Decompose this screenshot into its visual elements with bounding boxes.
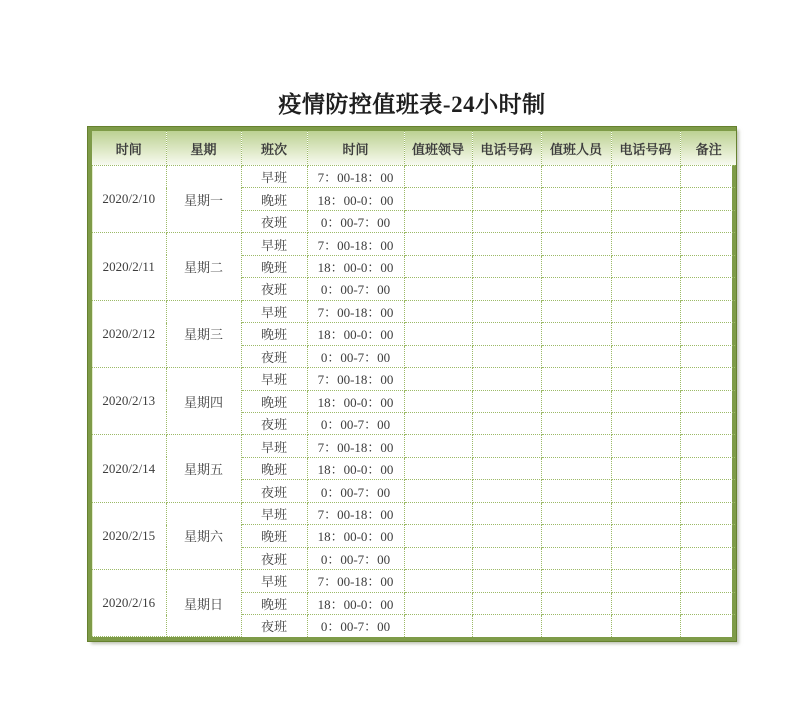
staff-phone-cell xyxy=(611,412,680,434)
duty-leader-cell xyxy=(404,345,472,367)
header-col-weekday: 星期 xyxy=(166,131,241,166)
staff-phone-cell xyxy=(611,457,680,479)
table-row xyxy=(92,502,737,524)
shift-cell: 晚班 xyxy=(241,592,307,614)
leader-phone-cell xyxy=(472,233,541,255)
header-col-note: 备注 xyxy=(680,131,737,166)
time-cell: 7：00-18：00 xyxy=(307,570,404,592)
duty-staff-cell xyxy=(541,435,611,457)
table-row xyxy=(92,300,737,322)
time-cell: 7：00-18：00 xyxy=(307,166,404,188)
leader-phone-cell xyxy=(472,547,541,569)
header-col-duty-leader: 值班领导 xyxy=(404,131,472,166)
duty-staff-cell xyxy=(541,323,611,345)
staff-phone-cell xyxy=(611,278,680,300)
leader-phone-cell xyxy=(472,480,541,502)
time-cell: 7：00-18：00 xyxy=(307,233,404,255)
time-cell: 18：00-0：00 xyxy=(307,390,404,412)
duty-leader-cell xyxy=(404,166,472,188)
duty-staff-cell xyxy=(541,233,611,255)
staff-phone-cell xyxy=(611,368,680,390)
date-cell: 2020/2/13 xyxy=(92,368,166,435)
staff-phone-cell xyxy=(611,502,680,524)
note-cell xyxy=(680,570,737,592)
leader-phone-cell xyxy=(472,345,541,367)
weekday-cell: 星期三 xyxy=(166,300,241,367)
shift-cell: 晚班 xyxy=(241,323,307,345)
staff-phone-cell xyxy=(611,233,680,255)
leader-phone-cell xyxy=(472,210,541,232)
leader-phone-cell xyxy=(472,166,541,188)
date-cell: 2020/2/12 xyxy=(92,300,166,367)
time-cell: 0：00-7：00 xyxy=(307,615,404,637)
time-cell: 0：00-7：00 xyxy=(307,210,404,232)
weekday-cell: 星期五 xyxy=(166,435,241,502)
table-row xyxy=(92,570,737,592)
page-title: 疫情防控值班表-24小时制 xyxy=(278,92,546,117)
shift-cell: 夜班 xyxy=(241,210,307,232)
duty-leader-cell xyxy=(404,368,472,390)
time-cell: 18：00-0：00 xyxy=(307,457,404,479)
leader-phone-cell xyxy=(472,278,541,300)
duty-staff-cell xyxy=(541,278,611,300)
time-cell: 0：00-7：00 xyxy=(307,278,404,300)
staff-phone-cell xyxy=(611,547,680,569)
leader-phone-cell xyxy=(472,457,541,479)
header-col-leader-phone: 电话号码 xyxy=(472,131,541,166)
duty-staff-cell xyxy=(541,502,611,524)
duty-leader-cell xyxy=(404,525,472,547)
duty-staff-cell xyxy=(541,615,611,637)
duty-leader-cell xyxy=(404,592,472,614)
note-cell xyxy=(680,525,737,547)
staff-phone-cell xyxy=(611,570,680,592)
header-col-shift: 班次 xyxy=(241,131,307,166)
duty-leader-cell xyxy=(404,480,472,502)
duty-staff-cell xyxy=(541,345,611,367)
duty-staff-cell xyxy=(541,300,611,322)
leader-phone-cell xyxy=(472,323,541,345)
shift-cell: 夜班 xyxy=(241,412,307,434)
note-cell xyxy=(680,390,737,412)
table-row xyxy=(92,368,737,390)
shift-cell: 早班 xyxy=(241,570,307,592)
staff-phone-cell xyxy=(611,323,680,345)
time-cell: 0：00-7：00 xyxy=(307,547,404,569)
note-cell xyxy=(680,480,737,502)
shift-cell: 早班 xyxy=(241,166,307,188)
time-cell: 7：00-18：00 xyxy=(307,368,404,390)
time-cell: 0：00-7：00 xyxy=(307,345,404,367)
table-row xyxy=(92,233,737,255)
duty-leader-cell xyxy=(404,255,472,277)
duty-table-frame xyxy=(88,127,736,641)
header-col-staff-phone: 电话号码 xyxy=(611,131,680,166)
time-cell: 7：00-18：00 xyxy=(307,300,404,322)
shift-cell: 夜班 xyxy=(241,615,307,637)
leader-phone-cell xyxy=(472,188,541,210)
shift-cell: 夜班 xyxy=(241,278,307,300)
duty-staff-cell xyxy=(541,390,611,412)
staff-phone-cell xyxy=(611,255,680,277)
duty-leader-cell xyxy=(404,570,472,592)
duty-staff-cell xyxy=(541,166,611,188)
time-cell: 18：00-0：00 xyxy=(307,525,404,547)
date-cell: 2020/2/14 xyxy=(92,435,166,502)
duty-leader-cell xyxy=(404,457,472,479)
staff-phone-cell xyxy=(611,345,680,367)
duty-leader-cell xyxy=(404,502,472,524)
weekday-cell: 星期六 xyxy=(166,502,241,569)
table-body xyxy=(92,166,737,637)
note-cell xyxy=(680,345,737,367)
note-cell xyxy=(680,278,737,300)
leader-phone-cell xyxy=(472,255,541,277)
time-cell: 7：00-18：00 xyxy=(307,502,404,524)
note-cell xyxy=(680,547,737,569)
time-cell: 0：00-7：00 xyxy=(307,480,404,502)
table-row xyxy=(92,166,737,188)
leader-phone-cell xyxy=(472,502,541,524)
leader-phone-cell xyxy=(472,368,541,390)
duty-leader-cell xyxy=(404,390,472,412)
shift-cell: 夜班 xyxy=(241,345,307,367)
leader-phone-cell xyxy=(472,570,541,592)
duty-leader-cell xyxy=(404,188,472,210)
header-col-duty-staff: 值班人员 xyxy=(541,131,611,166)
note-cell xyxy=(680,255,737,277)
time-cell: 18：00-0：00 xyxy=(307,188,404,210)
note-cell xyxy=(680,323,737,345)
duty-staff-cell xyxy=(541,457,611,479)
staff-phone-cell xyxy=(611,525,680,547)
staff-phone-cell xyxy=(611,480,680,502)
time-cell: 18：00-0：00 xyxy=(307,255,404,277)
shift-cell: 早班 xyxy=(241,233,307,255)
staff-phone-cell xyxy=(611,390,680,412)
shift-cell: 早班 xyxy=(241,502,307,524)
duty-leader-cell xyxy=(404,278,472,300)
weekday-cell: 星期四 xyxy=(166,368,241,435)
duty-leader-cell xyxy=(404,615,472,637)
duty-staff-cell xyxy=(541,210,611,232)
duty-leader-cell xyxy=(404,435,472,457)
staff-phone-cell xyxy=(611,300,680,322)
date-cell: 2020/2/16 xyxy=(92,570,166,637)
duty-staff-cell xyxy=(541,255,611,277)
note-cell xyxy=(680,188,737,210)
leader-phone-cell xyxy=(472,300,541,322)
staff-phone-cell xyxy=(611,435,680,457)
shift-cell: 晚班 xyxy=(241,255,307,277)
shift-cell: 夜班 xyxy=(241,480,307,502)
duty-schedule-table xyxy=(92,131,737,637)
leader-phone-cell xyxy=(472,525,541,547)
weekday-cell: 星期一 xyxy=(166,166,241,233)
header-col-date: 时间 xyxy=(92,131,166,166)
leader-phone-cell xyxy=(472,390,541,412)
time-cell: 18：00-0：00 xyxy=(307,592,404,614)
staff-phone-cell xyxy=(611,615,680,637)
time-cell: 7：00-18：00 xyxy=(307,435,404,457)
shift-cell: 早班 xyxy=(241,300,307,322)
staff-phone-cell xyxy=(611,592,680,614)
note-cell xyxy=(680,166,737,188)
shift-cell: 夜班 xyxy=(241,547,307,569)
leader-phone-cell xyxy=(472,592,541,614)
duty-leader-cell xyxy=(404,323,472,345)
note-cell xyxy=(680,233,737,255)
duty-staff-cell xyxy=(541,592,611,614)
weekday-cell: 星期二 xyxy=(166,233,241,300)
time-cell: 0：00-7：00 xyxy=(307,412,404,434)
shift-cell: 早班 xyxy=(241,368,307,390)
note-cell xyxy=(680,502,737,524)
leader-phone-cell xyxy=(472,412,541,434)
date-cell: 2020/2/10 xyxy=(92,166,166,233)
note-cell xyxy=(680,210,737,232)
duty-leader-cell xyxy=(404,210,472,232)
header-col-time: 时间 xyxy=(307,131,404,166)
shift-cell: 晚班 xyxy=(241,188,307,210)
duty-leader-cell xyxy=(404,300,472,322)
duty-staff-cell xyxy=(541,412,611,434)
note-cell xyxy=(680,300,737,322)
shift-cell: 晚班 xyxy=(241,457,307,479)
weekday-cell: 星期日 xyxy=(166,570,241,637)
leader-phone-cell xyxy=(472,435,541,457)
staff-phone-cell xyxy=(611,210,680,232)
note-cell xyxy=(680,368,737,390)
duty-staff-cell xyxy=(541,480,611,502)
duty-leader-cell xyxy=(404,412,472,434)
duty-staff-cell xyxy=(541,368,611,390)
note-cell xyxy=(680,592,737,614)
staff-phone-cell xyxy=(611,166,680,188)
date-cell: 2020/2/11 xyxy=(92,233,166,300)
date-cell: 2020/2/15 xyxy=(92,502,166,569)
duty-staff-cell xyxy=(541,570,611,592)
duty-staff-cell xyxy=(541,525,611,547)
shift-cell: 晚班 xyxy=(241,390,307,412)
note-cell xyxy=(680,412,737,434)
note-cell xyxy=(680,435,737,457)
leader-phone-cell xyxy=(472,615,541,637)
duty-staff-cell xyxy=(541,188,611,210)
note-cell xyxy=(680,457,737,479)
staff-phone-cell xyxy=(611,188,680,210)
note-cell xyxy=(680,615,737,637)
duty-leader-cell xyxy=(404,233,472,255)
shift-cell: 早班 xyxy=(241,435,307,457)
shift-cell: 晚班 xyxy=(241,525,307,547)
table-row xyxy=(92,435,737,457)
table-header-row xyxy=(92,131,737,166)
duty-staff-cell xyxy=(541,547,611,569)
duty-leader-cell xyxy=(404,547,472,569)
time-cell: 18：00-0：00 xyxy=(307,323,404,345)
